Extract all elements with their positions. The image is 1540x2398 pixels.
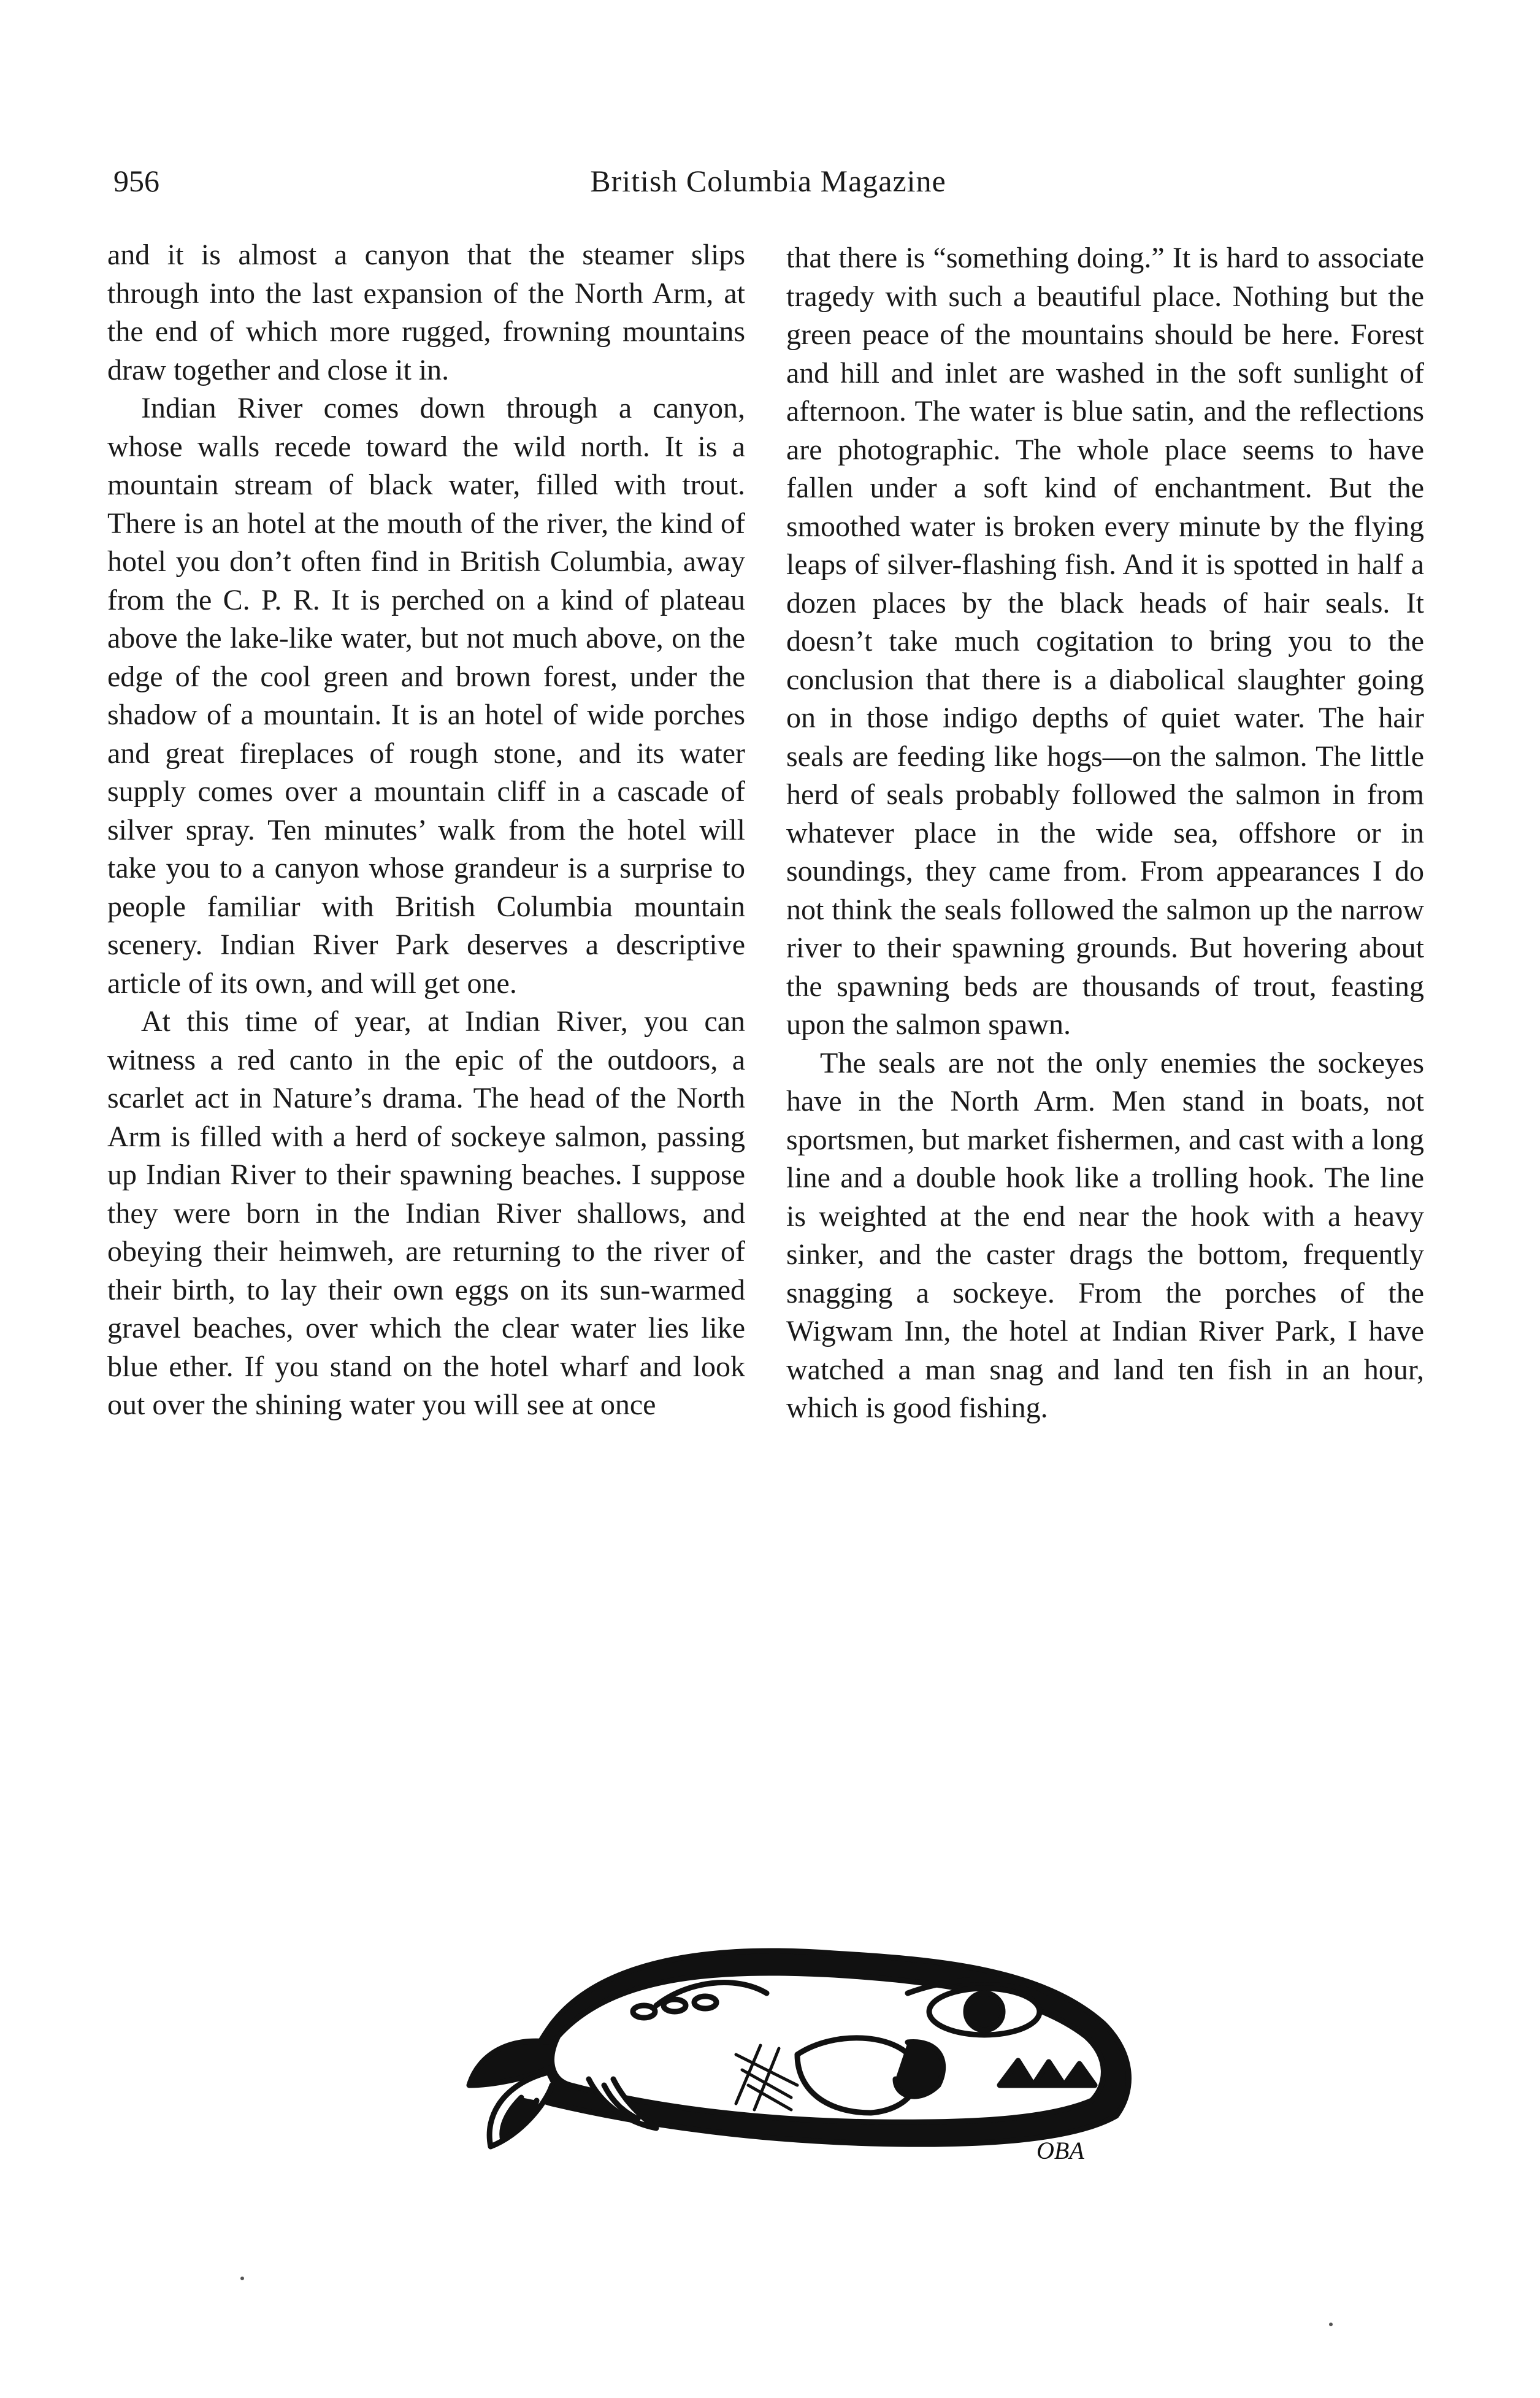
svg-text:OBA: OBA [1036,2137,1084,2164]
magazine-title: British Columbia Magazine [590,164,946,198]
paragraph: that there is “something doing.” It is hard to associate tragedy with such a beautiful place. Nothing but the green peace of the mountains should be here. Forest and hill and inlet are washed in the soft sunlight of afternoon. The water is blue satin, and the reflections are photographic. The whole place seems to have fallen under a soft kind of enchantment. But the smoothed water is broken every minute by the flying leaps of silver-flashing fish. And it is spotted in half a dozen places by the black heads of hair seals. It doesn’t take much cogitation to bring you to the conclusion that there is a diabolical slaughter going on in those indigo depths of quiet water. The hair seals are feeding like hogs—on the salmon. The little herd of seals probably followed the salmon in from whatever place in the wide sea, offshore or in soundings, they came from. From appearances I do not think the seals followed the salmon up the narrow river to their spawning grounds. But hovering about the spawning beds are thousands of trout, feasting upon the salmon spawn. [786,242,1424,1041]
paragraph: At this time of year, at Indian River, you can witness a red canto in the epic of the outdoors, a scarlet act in Nature’s drama. The head of the North Arm is filled with a herd of sockeye salmon, passing up Indian River to their spawning beaches. I suppose they were born in the Indian River shallows, and obeying their heimweh, are returning to the river of their birth, to lay their own eggs on its sun-warmed gravel beaches, over which the clear water lies like blue ether. If you stand on the hotel wharf and look out over the shining water you will see at once [107,1005,745,1421]
page-number: 956 [113,164,159,198]
paragraph: and it is almost a canyon that the steamer slips through into the last expansion of the North Arm, at the end of which more rugged, frowning mountains draw together and close it in. [107,239,745,386]
paragraph: Indian River comes down through a canyon, whose walls recede toward the wild north. It is a mountain stream of black water, filled with trout. There is an hotel at the mouth of the river, the kind of hotel you don’t often find in British Columbia, away from the C. P. R. It is perched on a kind of plateau above the lake-like water, but not much above, on the edge of the cool green and brown forest, under the shadow of a mountain. It is an hotel of wide porches and great fireplaces of rough stone, and its water supply comes over a mountain cliff in a cascade of silver spray. Ten minutes’ walk from the hotel will take you to a canyon whose grandeur is a surprise to people familiar with British Columbia mountain scenery. Indian River Park deserves a descriptive article of its own, and will get one. [107,392,745,1000]
paragraph: The seals are not the only enemies the sockeyes have in the North Arm. Men stand in boats, not sportsmen, but market fishermen, and cast with a long line and a double hook like a trolling hook. The line is weighted at the end near the hook with a heavy sinker, and the caster drags the bottom, frequently snagging a sockeye. From the porches of the Wigwam Inn, the hotel at Indian River Park, I have watched a man snag and land ten fish in an hour, which is good fishing. [786,1046,1424,1424]
